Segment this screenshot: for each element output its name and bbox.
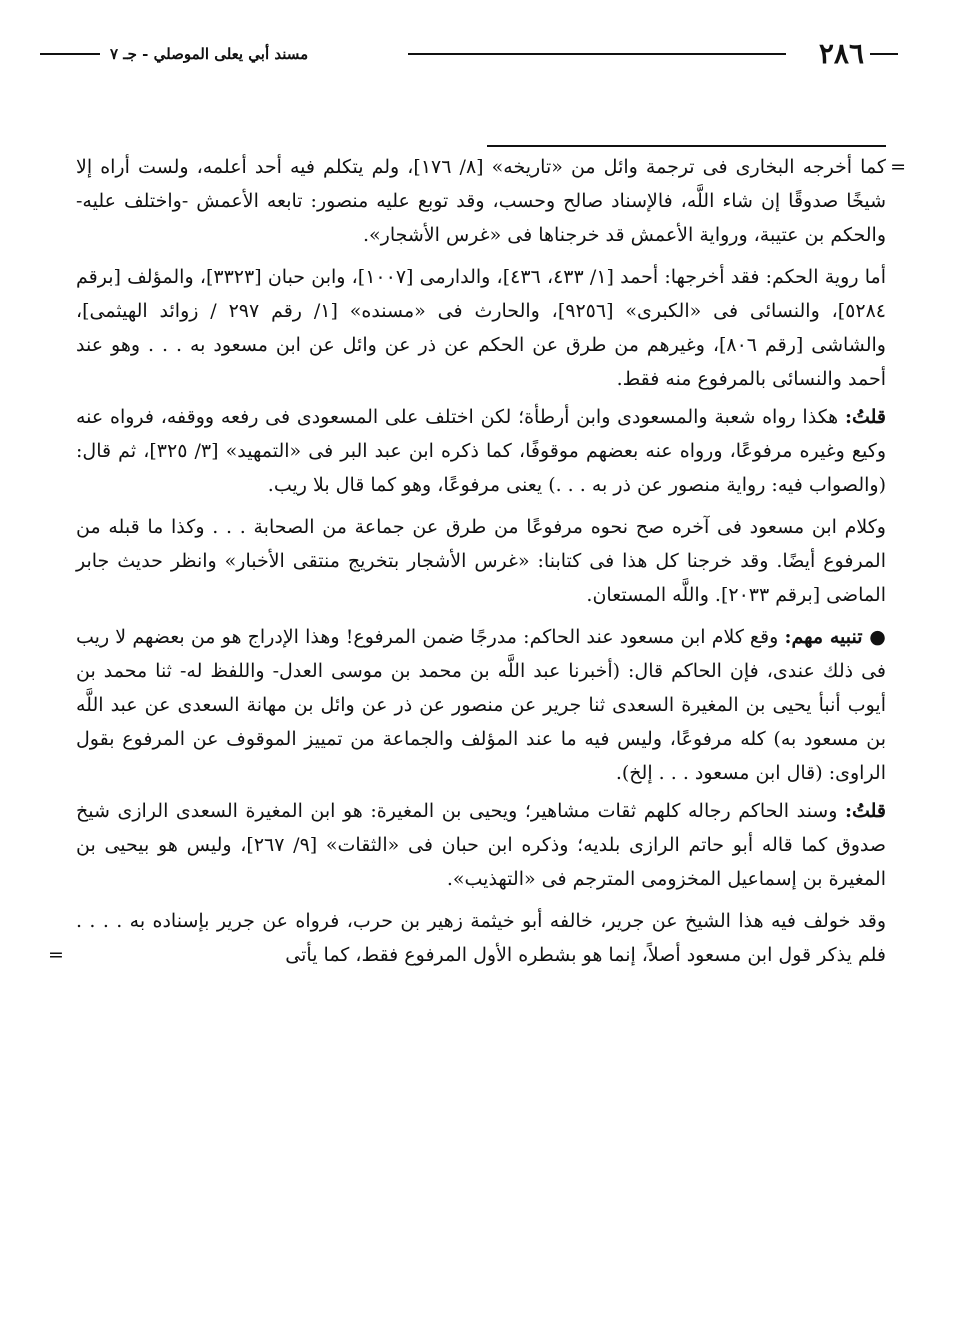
paragraph-text: أما روية الحكم: فقد أخرجها: أحمد [١/ ٤٣٣، ٤٣٦]، والدارمى [١٠٠٧]، وابن حبان [٣٣٢٣]، والمؤلف [برقم ٥٢٨٤]، والنسائى فى «الكبرى» [٩٢٥٦]، والحارث فى «مسنده» [١/ رقم ٢٩٧ / زوائد الهيثمى]، والشاشى [رقم ٨٠٦]، وغيرهم من طرق عن الحكم عن ذر عن وائل عن ابن مسعود به . . . وهو عند أحمد والنسائى بالمرفوع منه فقط. (76, 266, 886, 390)
paragraph-text: وكلام ابن مسعود فى آخره صح نحوه مرفوعًا من طرق عن جماعة من الصحابة . . . وكذا ما قبله من المرفوع أيضًا. وقد خرجنا كل هذا فى كتابنا: «غرس الأشجار بتخريج منتقى الأخبار» وانظر حديث جابر الماضى [برقم ٢٠٣٣]. واللَّه المستعان. (76, 516, 886, 606)
footnote-paragraph (76, 794, 886, 896)
paragraph-lead: قلتُ: (844, 800, 887, 822)
header-rule-left (40, 53, 100, 55)
paragraph-lead: قلتُ: (844, 406, 886, 428)
footnote-paragraph (76, 400, 886, 502)
header-rule-middle (408, 53, 786, 55)
header-rule-right (870, 53, 898, 55)
page-header (40, 34, 898, 74)
footnote-paragraph (48, 904, 886, 972)
continuation-mark-end: = (48, 944, 64, 966)
footnote-paragraph (76, 260, 886, 396)
paragraph-lead: ● تنبيه مهم: (784, 626, 887, 648)
paragraph-text: وقع كلام ابن مسعود عند الحاكم: مدرجًا ضمن المرفوع! وهذا الإدراج هو من بعضهم لا ريب فى ذلك عندى، فإن الحاكم قال: (أخبرنا عبد اللَّه بن محمد بن موسى العدل- واللفظ له- ثنا محمد بن أيوب أنبأ يحيى بن المغيرة السعدى ثنا جرير عن منصور عن ذر عن وائل بن مهانة السعدى عن عبد اللَّه بن مسعود به) كله مرفوعًا، وليس فيه ما عند المؤلف والجماعة من تمييز الموقوف عن المرفوع بقول الراوى: (قال ابن مسعود . . . إلخ). (76, 626, 886, 784)
footnote-separator (487, 145, 886, 147)
footnote-paragraph (76, 620, 886, 790)
book-title: مسند أبي يعلى الموصلي - جـ ٧ (110, 45, 309, 63)
footnote-paragraph (76, 150, 906, 252)
paragraph-text: وسند الحاكم رجاله كلهم ثقات مشاهير؛ ويحيى بن المغيرة: هو ابن المغيرة السعدى الرازى شيخ صدوق كما قاله أبو حاتم الرازى بلديه؛ وذكره ابن حبان فى «الثقات» [٩/ ٢٦٧]، وليس هو بيحيى بن المغيرة بن إسماعيل المخزومى المترجم فى «التهذيب». (76, 800, 886, 890)
footnote-paragraph (76, 510, 886, 612)
page-number: ٢٨٦ (818, 37, 864, 70)
footnote-body (48, 150, 906, 976)
paragraph-text: هكذا رواه شعبة والمسعودى وابن أرطأة؛ لكن اختلف على المسعودى فى رفعه ووقفه، فرواه عنه وكيع وغيره مرفوعًا، ورواه عنه بعضهم موقوفًا، كما ذكره ابن عبد البر فى «التمهيد» [٣/ ٣٢٥]، ثم قال: (والصواب فيه: رواية منصور عن ذر به . . .) يعنى مرفوعًا، وهو كما قال بلا ريب. (76, 406, 886, 496)
paragraph-text: وقد خولف فيه هذا الشيخ عن جرير، خالفه أبو خيثمة زهير بن حرب، فرواه عن جرير بإسناده به . . . . فلم يذكر قول ابن مسعود أصلاً، إنما هو بشطره الأول المرفوع فقط، كما يأتى (76, 910, 886, 966)
paragraph-text: كما أخرجه البخارى فى ترجمة وائل من «تاريخه» [٨/ ١٧٦]، ولم يتكلم فيه أحد أعلمه، ولست أراه إلا شيخًا صدوقًا إن شاء اللَّه، فالإسناد صالح وحسب، وقد توبع عليه منصور: تابعه الأعمش -واختلف عليه- والحكم بن عتيبة، ورواية الأعمش قد خرجناها فى «غرس الأشجار». (76, 156, 886, 246)
continuation-mark-start: = (890, 156, 906, 178)
